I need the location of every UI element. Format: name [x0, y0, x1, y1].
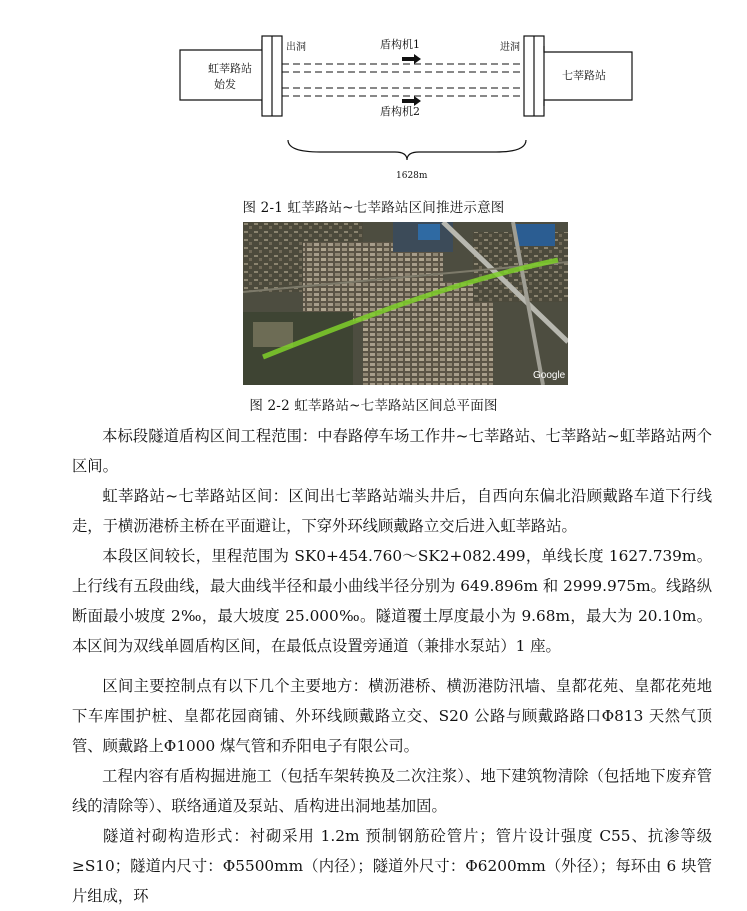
satellite-map-image	[243, 222, 568, 385]
paragraph-route: 虹莘路站~七莘路站区间：区间出七莘路站端头井后，自西向东偏北沿顾戴路车道下行线走，于横沥港桥主桥在平面避让，下穿外环线顾戴路立交后进入虹莘路站。	[72, 487, 712, 535]
entry-label: 进洞	[500, 42, 520, 53]
figure-caption-1: 图 2-1 虹莘路站~七莘路站区间推进示意图	[242, 200, 505, 216]
left-station-outline	[180, 40, 262, 110]
paragraph-parameters: 本段区间较长，里程范围为 SK0+454.760～SK2+082.499，单线长度 1627.739m。上行线有五段曲线，最大曲线半径和最小曲线半径分别为 649.896m 和 2999.975m。线路纵断面最小坡度 2‰，最大坡度 25.000‰。隧道覆土厚度最小为 9.68m，最大为 20.10m。本区间为双线单圆盾构区间，在最低点设置旁通道（兼排水泵站）1 座。	[72, 547, 712, 655]
tbm2-label: 盾构机2	[380, 105, 420, 118]
figure-caption-2: 图 2-2 虹莘路站~七莘路站区间总平面图	[249, 398, 498, 414]
map-watermark: Google	[533, 370, 566, 381]
length-label: 1628m	[396, 171, 428, 181]
length-brace	[288, 140, 526, 160]
tbm1-label: 盾构机1	[380, 38, 420, 51]
paragraph-works: 工程内容有盾构掘进施工（包括车架转换及二次注浆）、地下建筑物清除（包括地下废弃管线的清除等）、联络通道及泵站、盾构进出洞地基加固。	[72, 767, 712, 815]
right-station-name: 七莘路站	[562, 69, 606, 82]
tunnel-schematic-diagram	[170, 28, 640, 188]
left-station-start: 始发	[214, 78, 236, 91]
exit-label: 出洞	[286, 42, 306, 53]
paragraph-scope: 本标段隧道盾构区间工程范围：中春路停车场工作井~七莘路站、七莘路站~虹莘路站两个区间。	[72, 427, 712, 475]
paragraph-lining: 隧道衬砌构造形式：衬砌采用 1.2m 预制钢筋砼管片；管片设计强度 C55、抗渗等级≥S10；隧道内尺寸：Φ5500mm（内径）；隧道外尺寸：Φ6200mm（外径）；每环由 6 块管片组成，环	[72, 827, 712, 905]
left-station-name: 虹莘路站	[208, 62, 252, 75]
tbm1-arrow-icon	[402, 54, 421, 64]
paragraph-control-points: 区间主要控制点有以下几个主要地方：横沥港桥、横沥港防汛墙、皇都花苑、皇都花苑地下车库围护桩、皇都花园商铺、外环线顾戴路立交、S20 公路与顾戴路路口Φ813 天然气顶管、顾戴路上Φ1000 煤气管和乔阳电子有限公司。	[72, 677, 712, 755]
